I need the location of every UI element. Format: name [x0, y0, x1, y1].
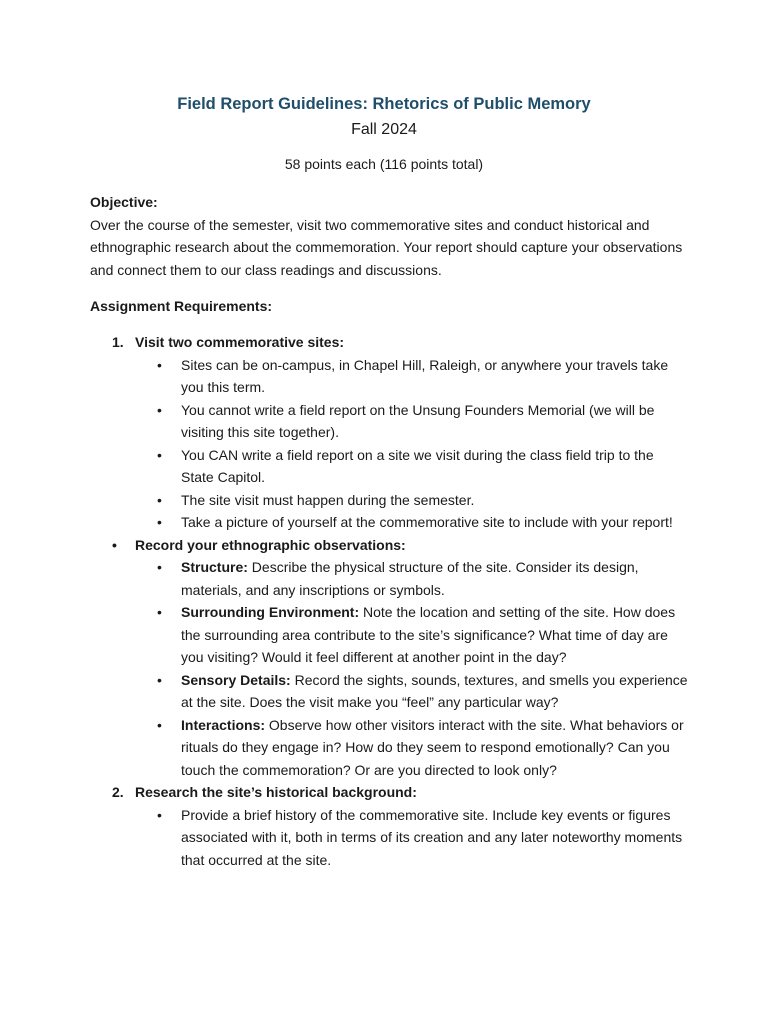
- sub-list-item: [90, 714, 690, 782]
- sub-item-lead: Interactions:: [181, 716, 266, 733]
- sub-item-text: Provide a brief history of the commemorative site. Include key events or figures associated with it, both in terms of its creation and any later noteworthy moments that occurred at the site.: [181, 806, 683, 868]
- sub-list-item: [90, 444, 690, 489]
- sub-item-text: Describe the physical structure of the site. Consider its design, materials, and any inscriptions or symbols.: [181, 559, 639, 598]
- bullet-icon: •: [157, 806, 162, 823]
- sub-item-text: Sites can be on-campus, in Chapel Hill, Raleigh, or anywhere your travels take you this term.: [181, 356, 669, 395]
- bullet-icon: •: [157, 491, 162, 508]
- sub-list-item: [90, 399, 690, 444]
- list-item: [90, 534, 690, 557]
- sub-item-lead: Sensory Details:: [181, 671, 291, 688]
- bullet-icon: •: [157, 604, 162, 620]
- document-title: Field Report Guidelines: Rhetorics of Public Memory: [177, 95, 591, 113]
- sub-item-lead: Structure:: [181, 559, 248, 575]
- sub-list-item: [90, 556, 690, 601]
- list-item-label: Visit two commemorative sites:: [135, 334, 345, 350]
- list-item-label: Research the site’s historical background:: [135, 784, 417, 800]
- requirements-heading: Assignment Requirements:: [90, 298, 273, 314]
- sub-item-text: Note the location and setting of the site. How does the surrounding area contribute to the site’s significance? What time of day are you visiting? Would it feel different at another point in the day?: [181, 604, 676, 665]
- list-marker: •: [112, 536, 117, 553]
- bullet-icon: •: [157, 514, 162, 530]
- bullet-icon: •: [157, 446, 162, 463]
- sub-list-item: [90, 804, 690, 872]
- sub-item-text: Observe how other visitors interact with the site. What behaviors or rituals do they engage in? How do they seem to respond emotionally? Can you touch the commemoration? Or are you directed to look only?: [181, 716, 684, 778]
- requirements-section: [90, 295, 690, 318]
- sub-list-item: [90, 489, 690, 512]
- sub-item-lead: Surrounding Environment:: [181, 604, 360, 620]
- sub-item-text: The site visit must happen during the semester.: [181, 491, 475, 508]
- document-term: Fall 2024: [351, 121, 417, 138]
- sub-item-text: You CAN write a field report on a site we visit during the class field trip to the State Capitol.: [181, 446, 654, 485]
- list-item-label: Record your ethnographic observations:: [135, 536, 406, 553]
- sub-item-text: Take a picture of yourself at the commemorative site to include with your report!: [181, 514, 673, 530]
- list-marker: 1.: [112, 334, 124, 350]
- sub-list-item: [90, 511, 690, 534]
- list-marker: 2.: [112, 784, 124, 800]
- sub-list-item: [90, 354, 690, 399]
- sub-list-item: [90, 669, 690, 714]
- objective-heading: Objective:: [90, 194, 158, 210]
- requirements-list: [90, 331, 690, 871]
- sub-item-text: You cannot write a field report on the Unsung Founders Memorial (we will be visiting this site together).: [181, 401, 655, 440]
- bullet-icon: •: [157, 671, 162, 688]
- list-item: [90, 331, 690, 354]
- bullet-icon: •: [157, 716, 162, 733]
- objective-text: Over the course of the semester, visit two commemorative sites and conduct historical and ethnographic research about the commemoration. Your report should capture your observations and connect them to our class readings and discussions.: [90, 216, 683, 278]
- sub-item-text: Record the sights, sounds, textures, and smells you experience at the site. Does the visit make you “feel” any particular way?: [181, 671, 688, 710]
- objective-section: [90, 191, 690, 281]
- bullet-icon: •: [157, 356, 162, 373]
- sub-list-item: [90, 601, 690, 669]
- points-summary: 58 points each (116 points total): [284, 156, 484, 172]
- bullet-icon: •: [157, 401, 162, 418]
- list-item: [90, 781, 690, 804]
- bullet-icon: •: [157, 559, 162, 575]
